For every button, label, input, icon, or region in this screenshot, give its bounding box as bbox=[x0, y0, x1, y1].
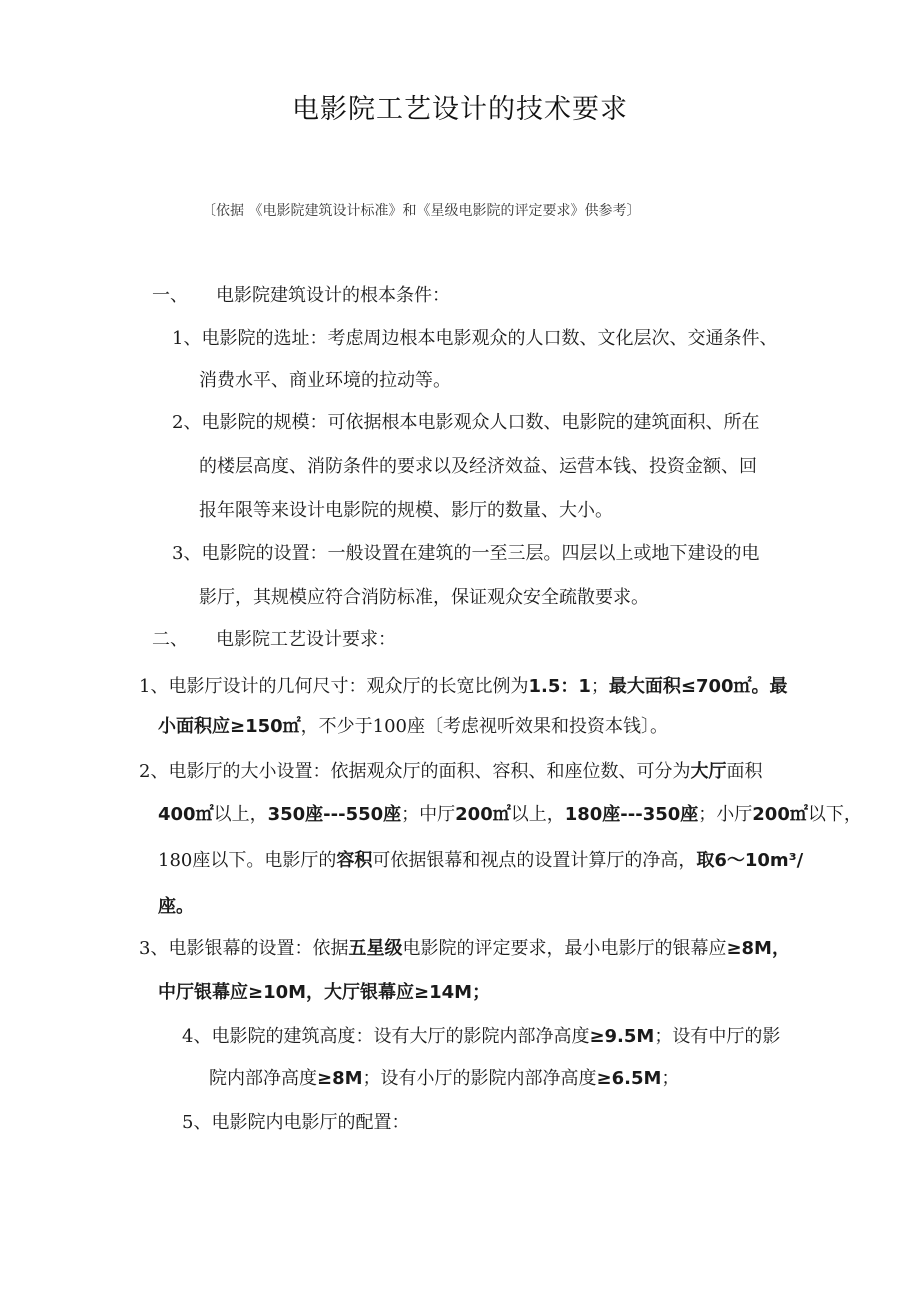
s2-item2-large-seats: 350座---550座 bbox=[267, 804, 402, 825]
s2-item2-seat-unit: 座。 bbox=[158, 896, 194, 917]
s2-item1-min-area: 小面积应≥150㎡ bbox=[158, 716, 301, 737]
s2-item4-text-2: ；设有中厅的影 bbox=[654, 1026, 781, 1047]
s2-item4-end: ； bbox=[661, 1068, 680, 1089]
s2-item2-small-area: 200㎡ bbox=[752, 804, 808, 825]
s2-item4-text-4: ；设有小厅的影院内部净高度 bbox=[362, 1068, 597, 1089]
s2-item2-large-area: 400㎡ bbox=[158, 804, 214, 825]
s2-item3-text-2: 电影院的评定要求，最小电影厅的银幕应 bbox=[402, 938, 727, 959]
s2-item2-large-hall: 大厅 bbox=[690, 761, 727, 782]
s2-item3-text: 3、电影银幕的设置：依据 bbox=[139, 938, 349, 959]
s2-item2-line1 bbox=[139, 758, 762, 786]
s2-item1-max-area: 最大面积≤700㎡。最 bbox=[608, 676, 788, 697]
s2-item2-mid-hall: ；中厅 bbox=[401, 804, 456, 825]
page-subtitle: 〔依据 《电影院建筑设计标准》和《星级电影院的评定要求》供参考〕 bbox=[202, 203, 641, 219]
s1-item2-line2: 的楼层高度、消防条件的要求以及经济效益、运营本钱、投资金额、回 bbox=[199, 456, 757, 477]
s2-item2-above: 以上， bbox=[213, 804, 268, 825]
section-1-heading bbox=[152, 282, 450, 310]
s2-item5-line1: 5、电影院内电影厅的配置： bbox=[182, 1112, 410, 1133]
s2-item2-text: 2、电影厅的大小设置：依据观众厅的面积、容积、和座位数、可分为 bbox=[139, 761, 691, 782]
s2-item2-line4 bbox=[158, 893, 194, 921]
s2-item1-ratio: 1.5：1 bbox=[528, 676, 591, 697]
s2-item4-line1 bbox=[182, 1023, 780, 1051]
s2-item1-sep: ； bbox=[590, 676, 609, 697]
s2-item4-line2 bbox=[209, 1065, 679, 1093]
section-1-number: 一、 bbox=[152, 285, 188, 306]
s2-item3-small-screen: ≥8M， bbox=[726, 938, 790, 959]
s2-item2-mid-seats: 180座---350座 bbox=[564, 804, 699, 825]
section-2-number: 二、 bbox=[152, 629, 188, 650]
s1-item1-line2: 消费水平、商业环境的拉动等。 bbox=[199, 370, 451, 391]
s2-item4-mid-height: ≥8M bbox=[317, 1068, 363, 1089]
s2-item3-five-star: 五星级 bbox=[348, 938, 403, 959]
s2-item3-mid-large-screen: 中厅银幕应≥10M，大厅银幕应≥14M； bbox=[158, 982, 491, 1003]
s2-item2-area-label: 面积 bbox=[726, 761, 763, 782]
section-1-title: 电影院建筑设计的根本条件： bbox=[216, 285, 450, 306]
s1-item1-line1: 1、电影院的选址：考虑周边根本电影观众的人口数、文化层次、交通条件、 bbox=[172, 328, 778, 349]
s2-item2-above-2: 以上， bbox=[510, 804, 565, 825]
s2-item4-text-3: 院内部净高度 bbox=[209, 1068, 317, 1089]
s2-item3-line1 bbox=[139, 935, 790, 963]
s2-item1-seats: ，不少于100座〔考虑视听效果和投资本钱〕。 bbox=[300, 716, 669, 737]
s2-item1-line2 bbox=[158, 713, 668, 741]
s2-item4-large-height: ≥9.5M bbox=[589, 1026, 655, 1047]
s2-item2-height-text: 可依据银幕和视点的设置计算厅的净高， bbox=[372, 850, 697, 871]
s2-item4-text: 4、电影院的建筑高度：设有大厅的影院内部净高度 bbox=[182, 1026, 590, 1047]
s2-item3-line2 bbox=[158, 979, 490, 1007]
s1-item3-line1: 3、电影院的设置：一般设置在建筑的一至三层。四层以上或地下建设的电 bbox=[172, 543, 760, 564]
s2-item2-mid-area: 200㎡ bbox=[455, 804, 511, 825]
page-title: 电影院工艺设计的技术要求 bbox=[292, 94, 628, 125]
s2-item2-volume: 容积 bbox=[336, 850, 373, 871]
s2-item2-line3 bbox=[158, 847, 803, 875]
s2-item1-text: 1、电影厅设计的几何尺寸：观众厅的长宽比例为 bbox=[139, 676, 529, 697]
s2-item2-volume-range: 取6～10m³/ bbox=[696, 850, 804, 871]
s2-item2-below: 以下， bbox=[807, 804, 862, 825]
s1-item2-line3: 报年限等来设计电影院的规模、影厅的数量、大小。 bbox=[199, 500, 613, 521]
section-2-heading bbox=[152, 626, 396, 654]
s2-item2-small-seats: 180座以下。电影厅的 bbox=[158, 850, 337, 871]
section-2-title: 电影院工艺设计要求： bbox=[216, 629, 396, 650]
s2-item2-line2 bbox=[158, 801, 862, 829]
s1-item3-line2: 影厅，其规模应符合消防标准，保证观众安全疏散要求。 bbox=[199, 587, 649, 608]
s2-item1-line1 bbox=[139, 673, 788, 701]
s2-item4-small-height: ≥6.5M bbox=[596, 1068, 662, 1089]
s1-item2-line1: 2、电影院的规模：可依据根本电影观众人口数、电影院的建筑面积、所在 bbox=[172, 412, 760, 433]
s2-item2-small-hall: ；小厅 bbox=[698, 804, 753, 825]
